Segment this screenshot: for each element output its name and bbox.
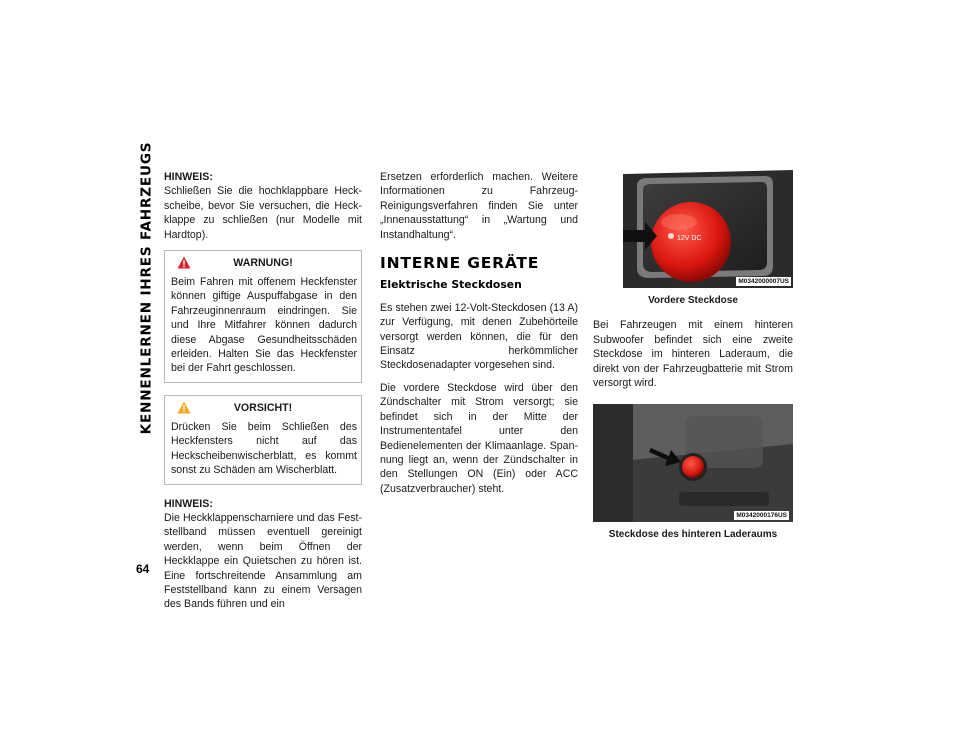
warning-title: WARNUNG! [233,257,293,270]
warning-text: Beim Fahren mit offenem Heckfenster können giftige Auspuffabgase in den Fahrzeuginnenraum eindringen. Sie und Ihre Mitfahrer können dadurch diese Abgase Gesundheitsschäden erleiden. Halten Sie das Heckfenster bei der Fahrt geschlossen. [171,276,357,375]
caution-box [164,395,362,485]
chapter-title-text: KENNENLERNEN IHRES FAHRZEUGS [138,141,155,435]
paragraph: Bei Fahrzeugen mit einem hinteren Subwoofer befindet sich eine zweite Steckdose im hinteren Laderaum, die direkt von der Fahrzeugbatterie mit Strom versorgt wird. [593,319,793,390]
warning-icon [177,256,191,269]
column-left [164,170,362,612]
figure-caption: Vordere Steckdose [648,295,738,306]
side-chapter-title [134,141,158,435]
continuation-text: Ersetzen erforderlich machen. Weitere Informationen zu Fahrzeug-Reinigungsverfahren finden Sie unter „Innenausstattung“ in „Wartung und Instandhaltung“. [380,171,578,241]
fig1-label: 12V DC [677,235,702,242]
warning-header [165,251,361,275]
figure-id: M0342000007US [738,278,789,285]
page-number: 64 [136,562,150,576]
paragraph: Die vordere Steckdose wird über den Zündschalter mit Strom versorgt; sie befindet sich in der Mitte der Instrumententafel unter den Bedienelementen der Klimaanlage. Spannung liegt an, wenn der Zündschalter in den Stellungen ON (Ein) oder ACC (Zusatzverbraucher) steht. [380,381,578,495]
note-text: Schließen Sie die hochklappbare Heckscheibe, bevor Sie versuchen, die Heckklappe zu schließen (nur Modelle mit Hardtop). [164,185,362,241]
front-outlet-illustration [623,170,793,288]
section-title: INTERNE GERÄTE [380,254,540,273]
paragraph: Es stehen zwei 12-Volt-Steckdosen (13 A) zur Verfügung, mit denen Zubehörteile versorgt werden können, die für den Einsatz herkömmlicher Steckdosenadapter vorgesehen sind. [380,301,578,372]
rear-outlet-illustration [593,404,793,522]
note-label: HINWEIS: [164,497,213,510]
caution-title: VORSICHT! [233,401,293,414]
caution-text: Drücken Sie beim Schließen des Heckfensters nicht auf das Heckscheibenwischerblatt, es kommt sonst zu Schäden am Wischerblatt. [171,420,357,477]
column-middle [380,170,578,496]
warning-box [164,250,362,383]
caution-header [165,396,361,420]
subsection-title: Elektrische Steckdosen [380,278,522,292]
column-right [593,170,793,553]
front-outlet-photo [623,170,793,288]
note-label: HINWEIS: [164,171,213,183]
figure-caption: Steckdose des hinteren Laderaums [608,529,778,541]
caution-icon [177,401,191,414]
rear-outlet-photo [593,404,793,522]
note-text: Die Heckklappenscharniere und das Feststellband müssen eventuell gereinigt werden, wenn beim Öffnen der Heckklappe ein Quietschen zu hören ist. Eine fortschreitende Ansammlung am Feststellband kann zu einem Versagen des Bands führen und ein [164,511,362,611]
figure-id: M0342000176US [736,512,787,520]
